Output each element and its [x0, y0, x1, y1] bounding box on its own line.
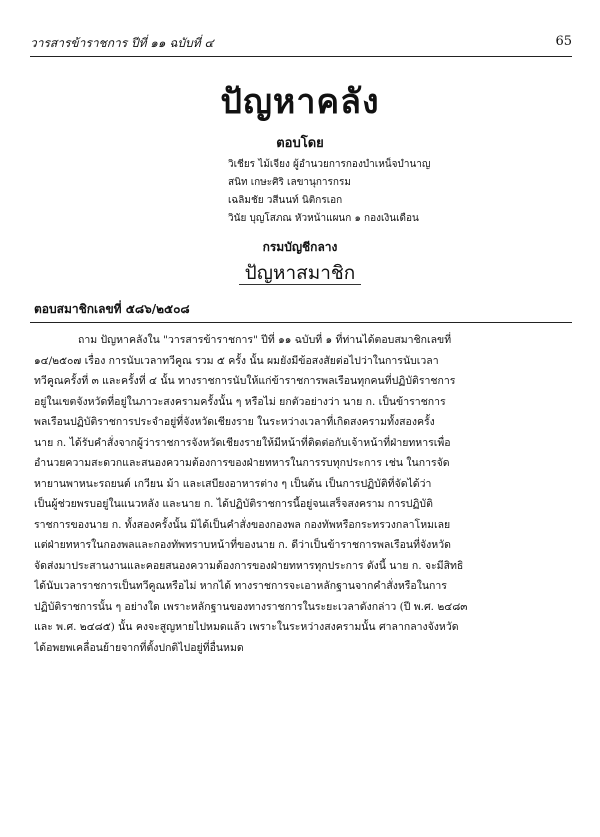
page-number: 65 — [555, 34, 572, 49]
body-line: พลเรือนปฏิบัติราชการประจำอยู่ที่จังหวัดเชียงราย ในระหว่างเวลาที่เกิดสงครามทั้งสองครั้ง — [34, 416, 435, 428]
body-line: อำนวยความสะดวกและสนองความต้องการของฝ่ายทหารในการรบทุกประการ เช่น ในการจัด — [34, 457, 450, 469]
body-line: และ พ.ศ. ๒๔๘๕) นั้น คงจะสูญหายไปหมดแล้ว เพราะในระหว่างสงครามนั้น ศาลากลางจังหวัด — [34, 621, 459, 633]
answer-divider — [30, 322, 572, 323]
member-answer-label: ตอบสมาชิกเลขที่ ๕๘๖/๒๕๐๘ — [34, 302, 190, 316]
committee-member: วินัย บุญโสภณ หัวหน้าแผนก ๑ กองเงินเดือน — [228, 213, 419, 224]
body-line: หายานพาหนะรถยนต์ เกวียน ม้า และเสบียงอาหารต่าง ๆ เป็นต้น เป็นการปฏิบัติที่จัดได้ว่า — [34, 477, 432, 490]
body-line: ถาม ปัญหาคลังใน "วารสารข้าราชการ" ปีที่ ๑๑ ฉบับที่ ๑ ที่ท่านได้ตอบสมาชิกเลขที่ — [78, 334, 452, 346]
running-header — [30, 34, 572, 52]
body-line: ราชการของนาย ก. ทั้งสองครั้งนั้น มิได้เป็นคำสั่งของกองพล กองทัพหรือกระทรวงกลาโหมเลย — [34, 518, 451, 531]
committee-member: สนิท เกษะศิริ เลขานุการกรม — [228, 177, 351, 188]
body-line: นาย ก. ได้รับคำสั่งจากผู้ว่าราชการจังหวัดเชียงรายให้มีหน้าที่ติดต่อกับเจ้าหน้าที่ฝ่ายทหารเพื่อ — [34, 436, 451, 449]
journal-title: วารสารข้าราชการ ปีที่ ๑๑ ฉบับที่ ๔ — [30, 36, 214, 50]
section-title — [0, 258, 600, 288]
header-divider — [30, 56, 572, 57]
committee-member: วิเชียร ไม้เจียง ผู้อำนวยการกองบำเหน็จบำนาญ — [228, 159, 431, 170]
body-line: แต่ฝ่ายทหารในกองพลและกองทัพทราบหน้าที่ของนาย ก. ดีว่าเป็นข้าราชการพลเรือนที่จังหวัด — [34, 539, 451, 551]
body-line: ได้นับเวลาราชการเป็นทวีคูณหรือไม่ หากได้ ทางราชการจะเอาหลักฐานจากคำสั่งหรือในการ — [34, 580, 447, 592]
body-line: อยู่ในเขตจังหวัดที่อยู่ในภาวะสงครามครั้งนั้น ๆ หรือไม่ ยกตัวอย่างว่า นาย ก. เป็นข้าราชการ — [34, 395, 446, 408]
body-line: ปฏิบัติราชการนั้น ๆ อย่างใด เพราะหลักฐานของทางราชการในระยะเวลาดังกล่าว (ปี พ.ศ. ๒๔๘๓ — [34, 600, 468, 613]
body-line: ๑๔/๒๕๐๗ เรื่อง การนับเวลาทวีคูณ รวม ๕ ครั้ง นั้น ผมยังมีข้อสงสัยต่อไปว่าในการนับเวลา — [34, 354, 439, 367]
committee-list — [228, 156, 568, 228]
page-title: ปัญหาคลัง — [220, 82, 380, 122]
answered-by-label: ตอบโดย — [276, 136, 324, 151]
body-line: เป็นผู้ช่วยพรบอยู่ในแนวหลัง และนาย ก. ได้ปฏิบัติราชการนี้อยู่จนเสร็จสงคราม การปฏิบัติ — [34, 498, 433, 510]
body-line: ได้อพยพเคลื่อนย้ายจากที่ตั้งปกติไปอยู่ที่อื่นหมด — [34, 641, 244, 654]
committee-member: เฉลิมชัย วสีนนท์ นิติกรเอก — [228, 195, 343, 206]
body-line: ทวีคูณครั้งที่ ๓ และครั้งที่ ๔ นั้น ทางราชการนับให้แก่ข้าราชการพลเรือนทุกคนที่ปฏิบัติราชการ — [34, 375, 456, 387]
department-name: กรมบัญชีกลาง — [262, 240, 338, 254]
section-title-text: ปัญหาสมาชิก — [239, 262, 362, 285]
body-line: จัดส่งมาประสานงานและคอยสนองความต้องการของฝ่ายทหารทุกประการ ดังนี้ นาย ก. จะมีสิทธิ — [34, 559, 464, 572]
question-body — [34, 330, 570, 658]
